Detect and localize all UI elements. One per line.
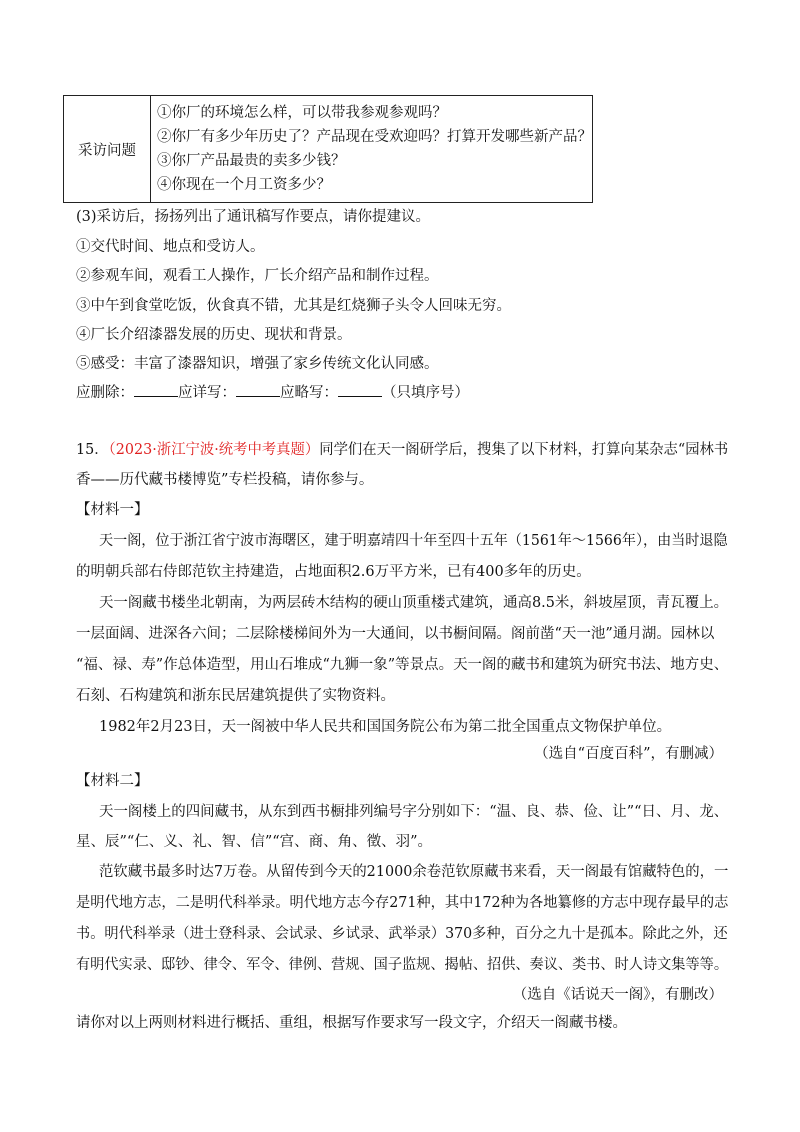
material1-source: （选自“百度百科”，有删减） [534,746,723,762]
material1-line: 的明朝兵部右侍郎范钦主持建造，占地面积2.6万平方米，已有400多年的历史。 [76,564,591,580]
brief-label: 应略写： [280,385,338,401]
question-item: ③你厂产品最贵的卖多少钱？ [157,153,346,169]
question-item: ②你厂有多少年历史了？产品现在受欢迎吗？打算开发哪些新产品？ [157,129,592,145]
delete-blank[interactable] [134,383,178,397]
q3-point-5: ⑤感受：丰富了漆器知识，增强了家乡传统文化认同感。 [76,356,439,372]
detail-blank[interactable] [236,383,280,397]
delete-label: 应删除： [76,385,134,401]
q15-source: （2023·浙江宁波·统考中考真题） [108,442,320,458]
material2-line: 天一阁楼上的四间藏书，从东到西书橱排列编号字分别如下：“温、良、恭、俭、让”“日、月、龙、 [99,804,729,820]
material2-source: （选自《话说天一阁》，有删改） [512,987,723,1003]
material2-line: 书。明代科举录（进士登科录、会试录、乡试录、武举录）370多种，百分之九十是孤本。除此之外，还 [76,926,728,942]
material1-heading: 【材料一】 [76,502,149,518]
table-label: 采访问题 [64,96,151,203]
q15-number: 15． [76,442,109,458]
q15-task: 请你对以上两则材料进行概括、重组，根据写作要求写一段文字，介绍天一阁藏书楼。 [76,1015,627,1031]
interview-questions-table [63,95,593,203]
brief-blank[interactable] [338,383,382,397]
material2-line: 星、辰”“仁、义、礼、智、信”“宫、商、角、徵、羽”。 [76,834,433,850]
material1-line: 石刻、石构建筑和浙东民居建筑提供了实物资料。 [76,688,395,704]
material1-line: 一层面阔、进深各六间；二层除楼梯间外为一大通间，以书橱间隔。阁前凿“天一池”通月湖。园林以 [76,626,715,642]
question-item: ①你厂的环境怎么样，可以带我参观参观吗？ [157,105,447,121]
q15-line-1 [76,440,728,460]
material2-line: 是明代地方志，二是明代科举录。明代地方志今存271种，其中172种为各地纂修的方志中现存最早的志 [76,895,729,911]
material1-line: 天一阁藏书楼坐北朝南，为两层砖木结构的硬山顶重楼式建筑，通高8.5米，斜坡屋顶，青瓦覆上。 [99,595,729,611]
q15-line-2: 香——历代藏书楼博览”专栏投稿，请你参与。 [76,472,374,488]
material2-heading: 【材料二】 [76,773,149,789]
q3-point-2: ②参观车间，观看工人操作，厂长介绍产品和制作过程。 [76,268,439,284]
q3-point-1: ①交代时间、地点和受访人。 [76,239,265,255]
question-item: ④你现在一个月工资多少？ [157,177,331,193]
q3-intro: (3)采访后，扬扬列出了通讯稿写作要点，请你提建议。 [76,209,431,225]
material1-line: 1982年2月23日，天一阁被中华人民共和国国务院公布为第二批全国重点文物保护单位。 [99,719,672,735]
q15-text: 同学们在天一阁研学后，搜集了以下材料，打算向某杂志“园林书 [319,442,729,458]
detail-label: 应详写： [178,385,236,401]
material1-line: “福、禄、寿”作总体造型，用山石堆成“九狮一象”等景点。天一阁的藏书和建筑为研究书法、地方史、 [76,657,729,673]
material1-line: 天一阁，位于浙江省宁波市海曙区，建于明嘉靖四十年至四十五年（1561年～1566年），由当时退隐 [99,533,728,549]
material2-line: 范钦藏书最多时达7万卷。从留传到今天的21000余卷范钦原藏书来看，天一阁最有馆藏特色的，一 [99,864,729,880]
q3-point-3: ③中午到食堂吃饭，伙食真不错，尤其是红烧狮子头令人回味无穷。 [76,298,511,314]
q3-point-4: ④厂长介绍漆器发展的历史、现状和背景。 [76,327,352,343]
q3-answer-line [76,383,469,403]
question-list [151,96,593,203]
answer-note: （只填序号） [382,385,469,401]
material2-line: 有明代实录、邸钞、律令、军令、律例、营规、国子监规、揭帖、招供、奏议、类书、时人诗文集等等。 [76,957,728,973]
